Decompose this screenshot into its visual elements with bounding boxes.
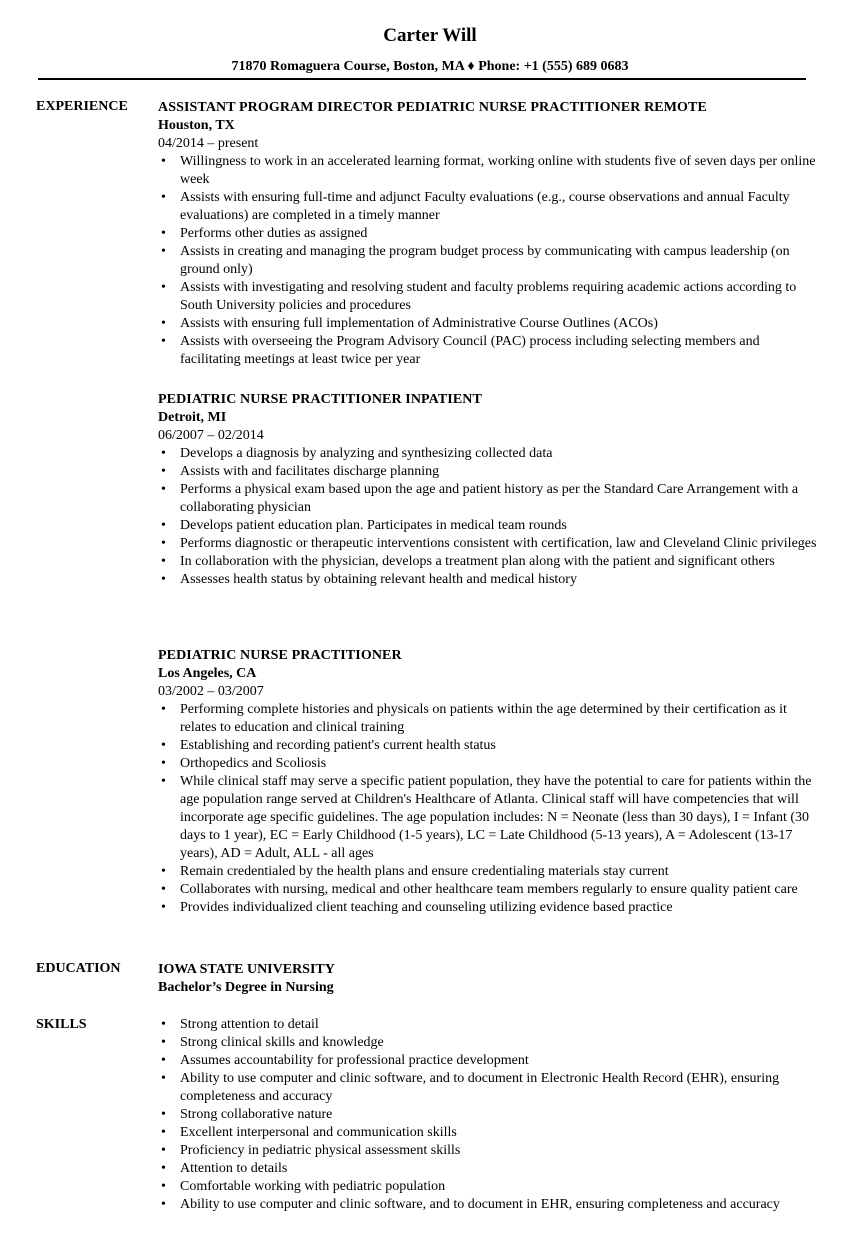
list-item: • Assists with investigating and resolving student and faculty problems requiring academic actions according to South University policies and procedures	[158, 279, 818, 315]
list-item: • In collaboration with the physician, develops a treatment plan along with the patient and significant others	[158, 553, 818, 571]
section-label-education: EDUCATION	[36, 961, 121, 976]
job-location: Los Angeles, CA	[158, 666, 257, 681]
job-entry	[158, 391, 818, 589]
list-item: • While clinical staff may serve a specific patient population, they have the potential to care for patients within the age population range served at Children's Healthcare of Atlanta. Clinical staff will have competencies that will incorporate age specific guidelines. The age population includes: N = Neonate (less than 30 days), I = Infant (30 days to 1 year), EC = Early Childhood (1-5 years), LC = Late Childhood (5-13 years), A = Adolescent (13-17 years), AD = Adult, ALL - all ages	[158, 773, 818, 863]
job-title: PEDIATRIC NURSE PRACTITIONER	[158, 648, 402, 663]
list-item: • Excellent interpersonal and communication skills	[158, 1124, 818, 1142]
contact-line: 71870 Romaguera Course, Boston, MA ♦ Phone: +1 (555) 689 0683	[231, 59, 629, 74]
list-item: • Strong attention to detail	[158, 1016, 818, 1034]
list-item: • Performs diagnostic or therapeutic interventions consistent with certification, law and Cleveland Clinic privileges	[158, 535, 818, 553]
list-item: • Ability to use computer and clinic software, and to document in EHR, ensuring completeness and accuracy	[158, 1196, 818, 1214]
section-label-skills: SKILLS	[36, 1017, 87, 1032]
list-item: • Comfortable working with pediatric population	[158, 1178, 818, 1196]
education-school: IOWA STATE UNIVERSITY	[158, 962, 335, 977]
job-dates: 04/2014 – present	[158, 136, 259, 151]
job-dates: 03/2002 – 03/2007	[158, 684, 264, 699]
list-item: • Proficiency in pediatric physical assessment skills	[158, 1142, 818, 1160]
list-item: • Performs other duties as assigned	[158, 225, 818, 243]
list-item: • Performs a physical exam based upon the age and patient history as per the Standard Care Arrangement with a collaborating physician	[158, 481, 818, 517]
education-degree: Bachelor’s Degree in Nursing	[158, 980, 334, 995]
list-item: • Develops patient education plan. Participates in medical team rounds	[158, 517, 818, 535]
job-bullets	[158, 701, 818, 917]
job-dates: 06/2007 – 02/2014	[158, 428, 264, 443]
list-item: • Collaborates with nursing, medical and other healthcare team members regularly to ensure quality patient care	[158, 881, 818, 899]
skills-bullets	[158, 1016, 818, 1214]
list-item: • Ability to use computer and clinic software, and to document in Electronic Health Record (EHR), ensuring completeness and accuracy	[158, 1070, 818, 1106]
job-bullets	[158, 445, 818, 589]
list-item: • Provides individualized client teaching and counseling utilizing evidence based practice	[158, 899, 818, 917]
header-divider	[38, 78, 806, 80]
list-item: • Assists with ensuring full-time and adjunct Faculty evaluations (e.g., course observations and annual Faculty evaluations) are completed in a timely manner	[158, 189, 818, 225]
list-item: • Develops a diagnosis by analyzing and synthesizing collected data	[158, 445, 818, 463]
list-item: • Performing complete histories and physicals on patients within the age determined by their certification as it relates to education and clinical training	[158, 701, 818, 737]
list-item: • Assists in creating and managing the program budget process by communicating with campus leadership (on ground only)	[158, 243, 818, 279]
job-title: ASSISTANT PROGRAM DIRECTOR PEDIATRIC NURSE PRACTITIONER REMOTE	[158, 100, 707, 115]
list-item: • Orthopedics and Scoliosis	[158, 755, 818, 773]
list-item: • Assesses health status by obtaining relevant health and medical history	[158, 571, 818, 589]
candidate-name: Carter Will	[383, 25, 477, 46]
list-item: • Remain credentialed by the health plans and ensure credentialing materials stay current	[158, 863, 818, 881]
section-label-experience: EXPERIENCE	[36, 99, 128, 114]
list-item: • Assists with ensuring full implementation of Administrative Course Outlines (ACOs)	[158, 315, 818, 333]
job-title: PEDIATRIC NURSE PRACTITIONER INPATIENT	[158, 392, 482, 407]
job-bullets	[158, 153, 818, 369]
list-item: • Strong collaborative nature	[158, 1106, 818, 1124]
list-item: • Establishing and recording patient's current health status	[158, 737, 818, 755]
list-item: • Assists with overseeing the Program Advisory Council (PAC) process including selecting members and facilitating meetings at least twice per year	[158, 333, 818, 369]
list-item: • Assists with and facilitates discharge planning	[158, 463, 818, 481]
job-entry	[158, 647, 818, 917]
job-location: Houston, TX	[158, 118, 235, 133]
job-entry	[158, 99, 818, 369]
education-entry	[158, 961, 818, 997]
skills-list	[158, 1016, 818, 1214]
job-location: Detroit, MI	[158, 410, 227, 425]
list-item: • Strong clinical skills and knowledge	[158, 1034, 818, 1052]
list-item: • Assumes accountability for professional practice development	[158, 1052, 818, 1070]
list-item: • Attention to details	[158, 1160, 818, 1178]
list-item: • Willingness to work in an accelerated learning format, working online with students five of seven days per online week	[158, 153, 818, 189]
